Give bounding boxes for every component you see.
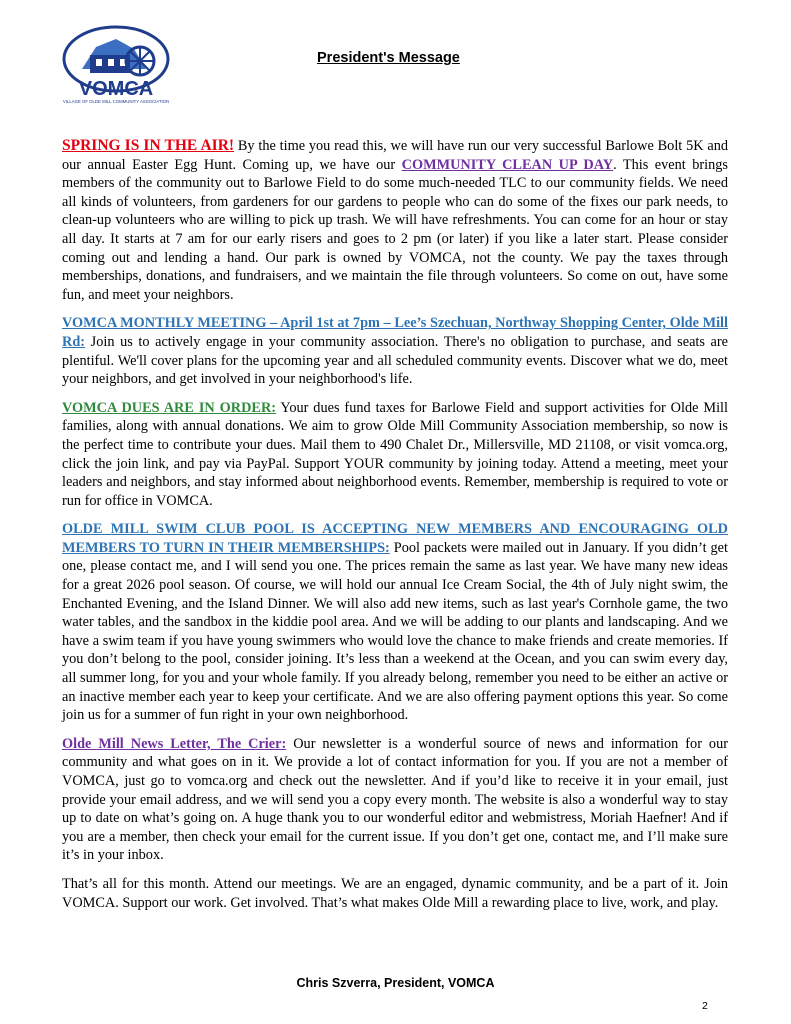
section-heading: Olde Mill News Letter, The Crier: [62,735,287,752]
section-text: By the time you read this, we will have run our very successful Barlowe Bolt 5K and our annual Easter Egg Hunt. Coming up, we have our [62,138,728,173]
section-text: Your dues fund taxes for Barlowe Field and support activities for Olde Mill families, along with annual donations. We aim to grow Olde Mill Community Association membership, so now is the perfect time to contribute your dues. Mail them to 490 Chalet Dr., Millersville, MD 21108, or visit vomca.org, click the join link, and pay via PayPal. Support YOUR community by joining today. Attend a meeting, meet your leaders and neighbors, and stay informed about neighborhood events. Remember, membership is required to vote or run for office in VOMCA. [62,399,728,509]
logo-wordmark: VOMCA [78,78,154,100]
section-newsletter [62,735,728,865]
section-swim-club [62,520,728,725]
section-text: That’s all for this month. Attend our meetings. We are an engaged, dynamic community, and be a part of it. Join VOMCA. Support our work. Get involved. That’s what makes Olde Mill a rewarding place to live, work, and play. [62,875,728,911]
message-body [62,137,728,922]
mill-wheel-logo-icon [60,25,172,105]
section-monthly-meeting [62,314,728,388]
section-text: . This event brings members of the community out to Barlowe Field to do some much-needed TLC to our community fields. We need all kinds of volunteers, from gardeners for our gardens to people who can do some of the fixes our park needs, to clean-up volunteers who are willing to pick up trash. We will have refreshments. You can come for an hour or stay all day. It starts at 7 am for our early risers and goes to 2 pm (or later) if you like a later start. Please consider coming out and lending a hand. Our park is owned by VOMCA, not the county. We pay the taxes through memberships, donations, and fundraisers, and we maintain the file through volunteers. So come on out, have some fun, and meet your neighbors. [62,156,728,303]
section-heading: OLDE MILL SWIM CLUB POOL IS ACCEPTING NEW MEMBERS AND ENCOURAGING OLD MEMBERS TO TURN IN THEIR MEMBERSHIPS: [62,521,728,556]
section-heading: VOMCA DUES ARE IN ORDER: [62,399,277,416]
cleanup-day-heading: COMMUNITY CLEAN UP DAY [401,156,614,173]
page-title: President's Message [317,50,460,66]
section-text: Pool packets were mailed out in January. If you didn’t get one, please contact me, and I will send you one. The prices remain the same as last year. We have many new ideas for a great 2026 pool season. Of course, we will hold our annual Ice Cream Social, the 4th of July night swim, the Enchanted Evening, and the Island Dinner. We will also add new items, such as last year's Cornhole game, the two water tables, and the sandbox in the kiddie pool area. And we will be adding to our plants and landscaping. And we have a swim team if you have young swimmers who would love the chance to make friends and create memories. If you don’t belong to the pool, consider joining. It’s less than a weekend at the Ocean, and you can swim every day, all summer long, for you and your whole family. If you already belong, remember you need to be either an active or an inactive member each year to keep your certificate. And we are also offering payment options this year. So come join us for a summer of fun right in your own neighborhood. [62,539,728,724]
vomca-logo [60,25,172,105]
section-text: Our newsletter is a wonderful source of news and information for our community and what goes on in it. We provide a lot of contact information for you. If you are not a member of VOMCA, just go to vomca.org and check out the newsletter. And if you’d like to receive it in your email, just provide your email address, and we will send you a copy every month. The website is also a wonderful way to stay up to date on what’s going on. A huge thank you to our wonderful editor and webmistress, Moriah Haefner! And if you are a member, then check your email for the current issue. If you don’t get one, contact me, and I’ll make sure it’s in your inbox. [62,735,728,864]
page-number: 2 [702,1000,708,1012]
section-spring [62,137,728,304]
section-dues [62,399,728,511]
section-closing [62,875,728,912]
signature: Chris Szverra, President, VOMCA [296,976,495,990]
section-text: Join us to actively engage in your community association. There's no obligation to purchase, and seats are plentiful. We'll cover plans for the upcoming year and all scheduled community events. Discover what we do, meet your neighbors, and get involved in your neighborhood's life. [62,333,728,388]
section-heading: VOMCA MONTHLY MEETING – April 1st at 7pm – Lee’s Szechuan, Northway Shopping Center, Olde Mill Rd: [62,315,728,350]
section-heading: SPRING IS IN THE AIR! [62,137,235,154]
logo-subtitle: VILLAGE OF OLDE MILL COMMUNITY ASSOCIATION [62,99,170,104]
